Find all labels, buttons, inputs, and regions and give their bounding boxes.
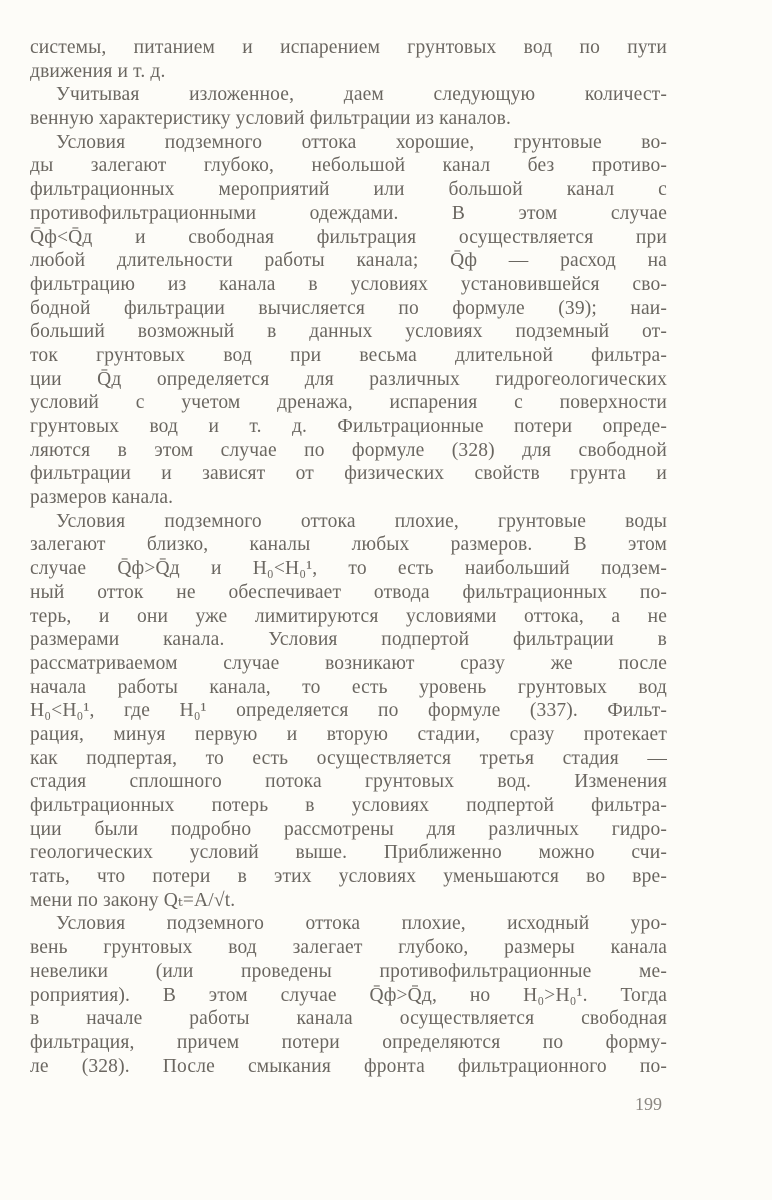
text-line: размерами канала. Условия подпертой фильтрации в (30, 629, 667, 651)
text-line: невелики (или проведены противофильтрационные ме- (30, 960, 667, 982)
text-line: грунтовых вод и т. д. Фильтрационные потери опреде- (30, 416, 667, 437)
text-line: размеров канала. (30, 487, 174, 509)
text-line: роприятия). В этом случае Q̄ф>Q̄д, но H₀>H₀¹. Тогда (30, 984, 667, 1006)
text-line: вень грунтовых вод залегает глубоко, размеры канала (30, 937, 667, 959)
page-body (30, 36, 667, 1078)
text-line: фильтрацию из канала в условиях установившейся сво- (30, 273, 667, 295)
page-number: 199 (635, 1094, 662, 1114)
text-line: ный отток не обеспечивает отвода фильтрационных по- (30, 581, 667, 603)
text-line: залегают близко, каналы любых размеров. В этом (30, 534, 667, 556)
text-line: стадия сплошного потока грунтовых вод. Изменения (30, 771, 667, 793)
text-line: ле (328). После смыкания фронта фильтрационного по- (30, 1055, 667, 1077)
text-line: системы, питанием и испарением грунтовых вод по пути (30, 37, 667, 58)
text-line: в начале работы канала осуществляется свободная (30, 1008, 667, 1030)
text-line: любой длительности работы канала; Q̄ф — расход на (30, 250, 667, 272)
text-line: больший возможный в данных условиях подземный от- (30, 321, 667, 343)
text-line: Условия подземного оттока плохие, исходный уро- (56, 913, 667, 935)
text-line: H₀<H₀¹, где H₀¹ определяется по формуле (337). Фильт- (30, 700, 667, 722)
text-line: Q̄ф<Q̄д и свободная фильтрация осуществляется при (30, 226, 667, 248)
text-line: фильтрации и зависят от физических свойств грунта и (30, 463, 667, 485)
text-line: ции были подробно рассмотрены для различных гидро- (30, 818, 667, 840)
text-line: тать, что потери в этих условиях уменьшаются во вре- (30, 866, 667, 888)
text-line: ды залегают глубоко, небольшой канал без противо- (30, 155, 667, 177)
text-line: Условия подземного оттока плохие, грунтовые воды (56, 510, 667, 532)
text-line: рассматриваемом случае возникают сразу же после (30, 652, 667, 674)
text-line: условий с учетом дренажа, испарения с поверхности (30, 392, 667, 414)
text-line: мени по закону Qₜ=A/√t. (30, 889, 236, 911)
text-line: фильтрационных мероприятий или большой канал с (30, 179, 667, 201)
text-line: ции Q̄д определяется для различных гидрогеологических (30, 368, 667, 390)
text-line: фильтрация, причем потери определяются по форму- (30, 1031, 667, 1053)
text-line: начала работы канала, то есть уровень грунтовых вод (30, 676, 667, 698)
text-line: рация, минуя первую и вторую стадии, сразу протекает (30, 723, 667, 745)
text-line: терь, и они уже лимитируются условиями оттока, а не (30, 605, 667, 627)
text-line: Условия подземного оттока хорошие, грунтовые во- (56, 131, 667, 153)
text-line: геологических условий выше. Приближенно можно счи- (30, 842, 667, 864)
text-line: бодной фильтрации вычисляется по формуле (39); наи- (30, 297, 667, 319)
text-line: ток грунтовых вод при весьма длительной фильтра- (30, 344, 667, 366)
text-line: движения и т. д. (30, 60, 166, 82)
text-line: венную характеристику условий фильтрации из каналов. (30, 108, 511, 130)
text-line: как подпертая, то есть осуществляется третья стадия — (30, 747, 667, 769)
text-line: Учитывая изложенное, даем следующую количест- (56, 84, 667, 106)
text-line: фильтрационных потерь в условиях подпертой фильтра- (30, 795, 667, 816)
text-line: случае Q̄ф>Q̄д и H₀<H₀¹, то есть наибольший подзем- (30, 558, 667, 580)
text-line: ляются в этом случае по формуле (328) для свободной (30, 439, 667, 461)
text-line: противофильтрационными одеждами. В этом случае (30, 202, 667, 224)
